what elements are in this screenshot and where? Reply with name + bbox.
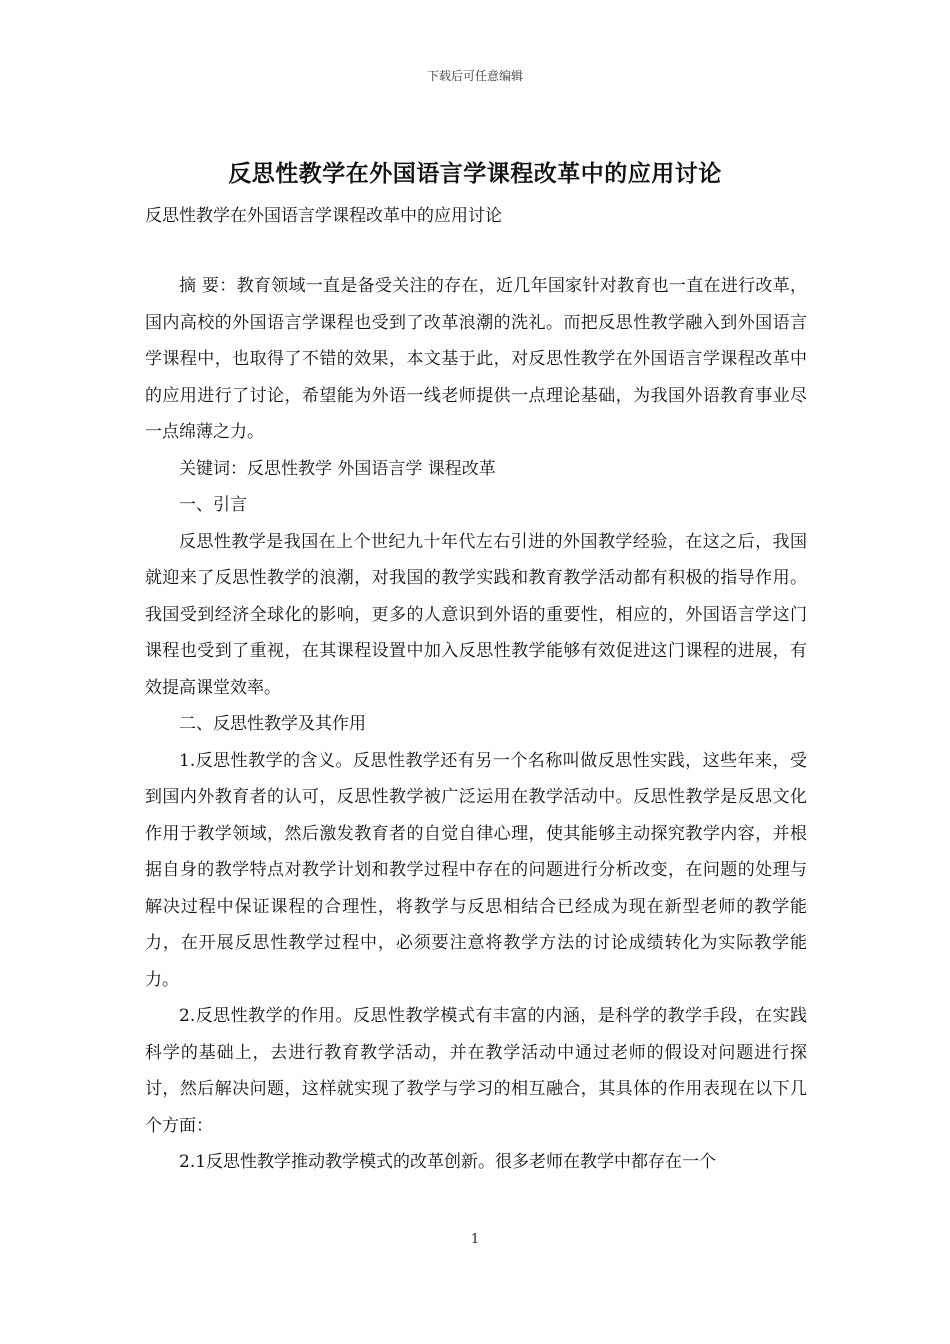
document-title: 反思性教学在外国语言学课程改革中的应用讨论 [228,160,722,187]
subsection-paragraph: 2.1反思性教学推动教学模式的改革创新。很多老师在教学中都存在一个 [179,1152,717,1172]
function-paragraph: 2.反思性教学的作用。反思性教学模式有丰富的内涵，是科学的教学手段，在实践科学的基础上，去进行教育教学活动，并在教学活动中通过老师的假设对问题进行探讨，然后解决问题，这样就实现了教学与学习的相互融合，其具体的作用表现在以下几个方面： [145,1006,807,1136]
abstract-paragraph: 摘 要：教育领域一直是备受关注的存在，近几年国家针对教育也一直在进行改革，国内高校的外国语言学课程也受到了改革浪潮的洗礼。而把反思性教学融入到外国语言学课程中，也取得了不错的效果，本文基于此，对反思性教学在外国语言学课程改革中的应用进行了讨论，希望能为外语一线老师提供一点理论基础，为我国外语教育事业尽一点绵薄之力。 [145,276,807,442]
header-note: 下载后可任意编辑 [426,69,523,83]
section-heading-reflective-teaching: 二、反思性教学及其作用 [179,714,366,734]
document-body [145,268,807,1181]
section-heading-introduction: 一、引言 [179,495,247,515]
page-number: 1 [470,1232,480,1247]
document-subtitle: 反思性教学在外国语言学课程改革中的应用讨论 [145,206,502,226]
definition-paragraph: 1.反思性教学的含义。反思性教学还有另一个名称叫做反思性实践，这些年来，受到国内外教育者的认可，反思性教学被广泛运用在教学活动中。反思性教学是反思文化作用于教学领域，然后激发教育者的自觉自律心理，使其能够主动探究教学内容，并根据自身的教学特点对教学计划和教学过程中存在的问题进行分析改变，在问题的处理与解决过程中保证课程的合理性，将教学与反思相结合已经成为现在新型老师的教学能力，在开展反思性教学过程中，必须要注意将教学方法的讨论成绩转化为实际教学能力。 [145,750,807,990]
introduction-paragraph: 反思性教学是我国在上个世纪九十年代左右引进的外国教学经验，在这之后，我国就迎来了反思性教学的浪潮，对我国的教学实践和教育教学活动都有积极的指导作用。我国受到经济全球化的影响，更多的人意识到外语的重要性，相应的，外国语言学这门课程也受到了重视，在其课程设置中加入反思性教学能够有效促进这门课程的进展，有效提高课堂效率。 [145,531,807,698]
keywords-line: 关键词：反思性教学 外国语言学 课程改革 [179,458,496,479]
